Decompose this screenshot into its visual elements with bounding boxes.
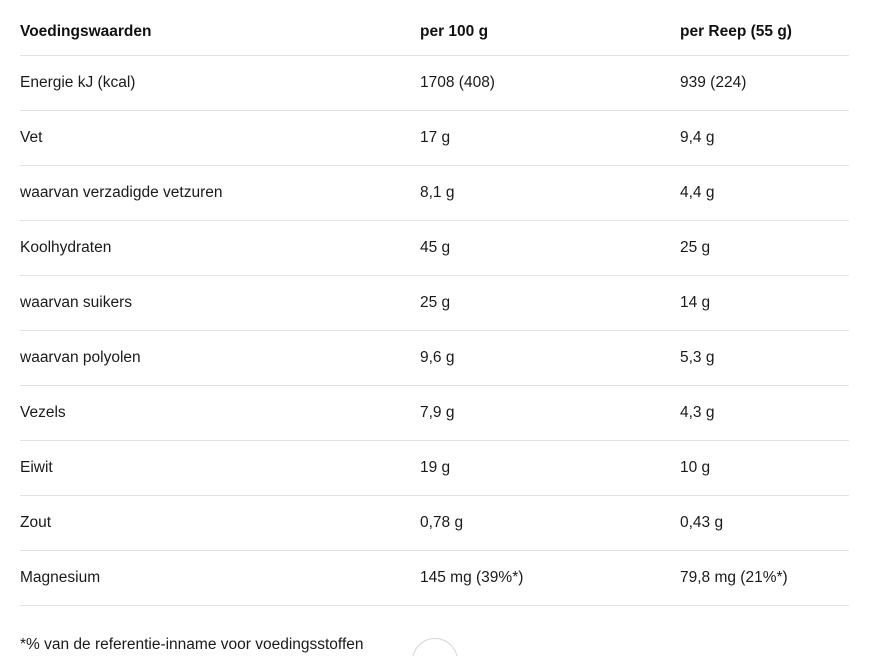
table-header-row xyxy=(20,8,849,56)
nutrient-label: Zout xyxy=(20,496,420,551)
nutrient-label: waarvan suikers xyxy=(20,276,420,331)
table-row xyxy=(20,56,849,111)
nutrient-value-per-100g: 1708 (408) xyxy=(420,56,680,111)
nutrient-value-per-bar: 5,3 g xyxy=(680,331,849,386)
column-header-nutrient: Voedingswaarden xyxy=(20,8,420,56)
table-row xyxy=(20,551,849,606)
nutrient-value-per-bar: 79,8 mg (21%*) xyxy=(680,551,849,606)
nutrient-label: waarvan verzadigde vetzuren xyxy=(20,166,420,221)
table-row xyxy=(20,331,849,386)
nutrition-table xyxy=(20,8,849,606)
nutrient-label: Magnesium xyxy=(20,551,420,606)
column-header-per-100g: per 100 g xyxy=(420,8,680,56)
nutrient-label: waarvan polyolen xyxy=(20,331,420,386)
nutrient-value-per-bar: 14 g xyxy=(680,276,849,331)
nutrient-label: Vezels xyxy=(20,386,420,441)
nutrient-value-per-bar: 9,4 g xyxy=(680,111,849,166)
nutrient-value-per-100g: 7,9 g xyxy=(420,386,680,441)
footnote-reference-intake: *% van de referentie-inname voor voedingsstoffen xyxy=(20,636,364,653)
nutrient-label: Energie kJ (kcal) xyxy=(20,56,420,111)
nutrient-label: Eiwit xyxy=(20,441,420,496)
nutrient-value-per-100g: 8,1 g xyxy=(420,166,680,221)
nutrient-label: Vet xyxy=(20,111,420,166)
table-row xyxy=(20,386,849,441)
table-row xyxy=(20,221,849,276)
table-row xyxy=(20,276,849,331)
nutrient-value-per-100g: 25 g xyxy=(420,276,680,331)
nutrient-value-per-bar: 10 g xyxy=(680,441,849,496)
nutrient-value-per-bar: 4,4 g xyxy=(680,166,849,221)
nutrient-value-per-100g: 45 g xyxy=(420,221,680,276)
table-body xyxy=(20,56,849,606)
table-row xyxy=(20,496,849,551)
nutrient-value-per-bar: 4,3 g xyxy=(680,386,849,441)
nutrient-value-per-bar: 939 (224) xyxy=(680,56,849,111)
table-row xyxy=(20,111,849,166)
nutrient-value-per-bar: 25 g xyxy=(680,221,849,276)
table-row xyxy=(20,441,849,496)
nutrient-value-per-bar: 0,43 g xyxy=(680,496,849,551)
table-header xyxy=(20,8,849,56)
column-header-per-bar: per Reep (55 g) xyxy=(680,8,849,56)
nutrient-value-per-100g: 19 g xyxy=(420,441,680,496)
nutrient-value-per-100g: 145 mg (39%*) xyxy=(420,551,680,606)
nutrient-value-per-100g: 17 g xyxy=(420,111,680,166)
nutrient-value-per-100g: 9,6 g xyxy=(420,331,680,386)
table-row xyxy=(20,166,849,221)
nutrient-value-per-100g: 0,78 g xyxy=(420,496,680,551)
nutrient-label: Koolhydraten xyxy=(20,221,420,276)
